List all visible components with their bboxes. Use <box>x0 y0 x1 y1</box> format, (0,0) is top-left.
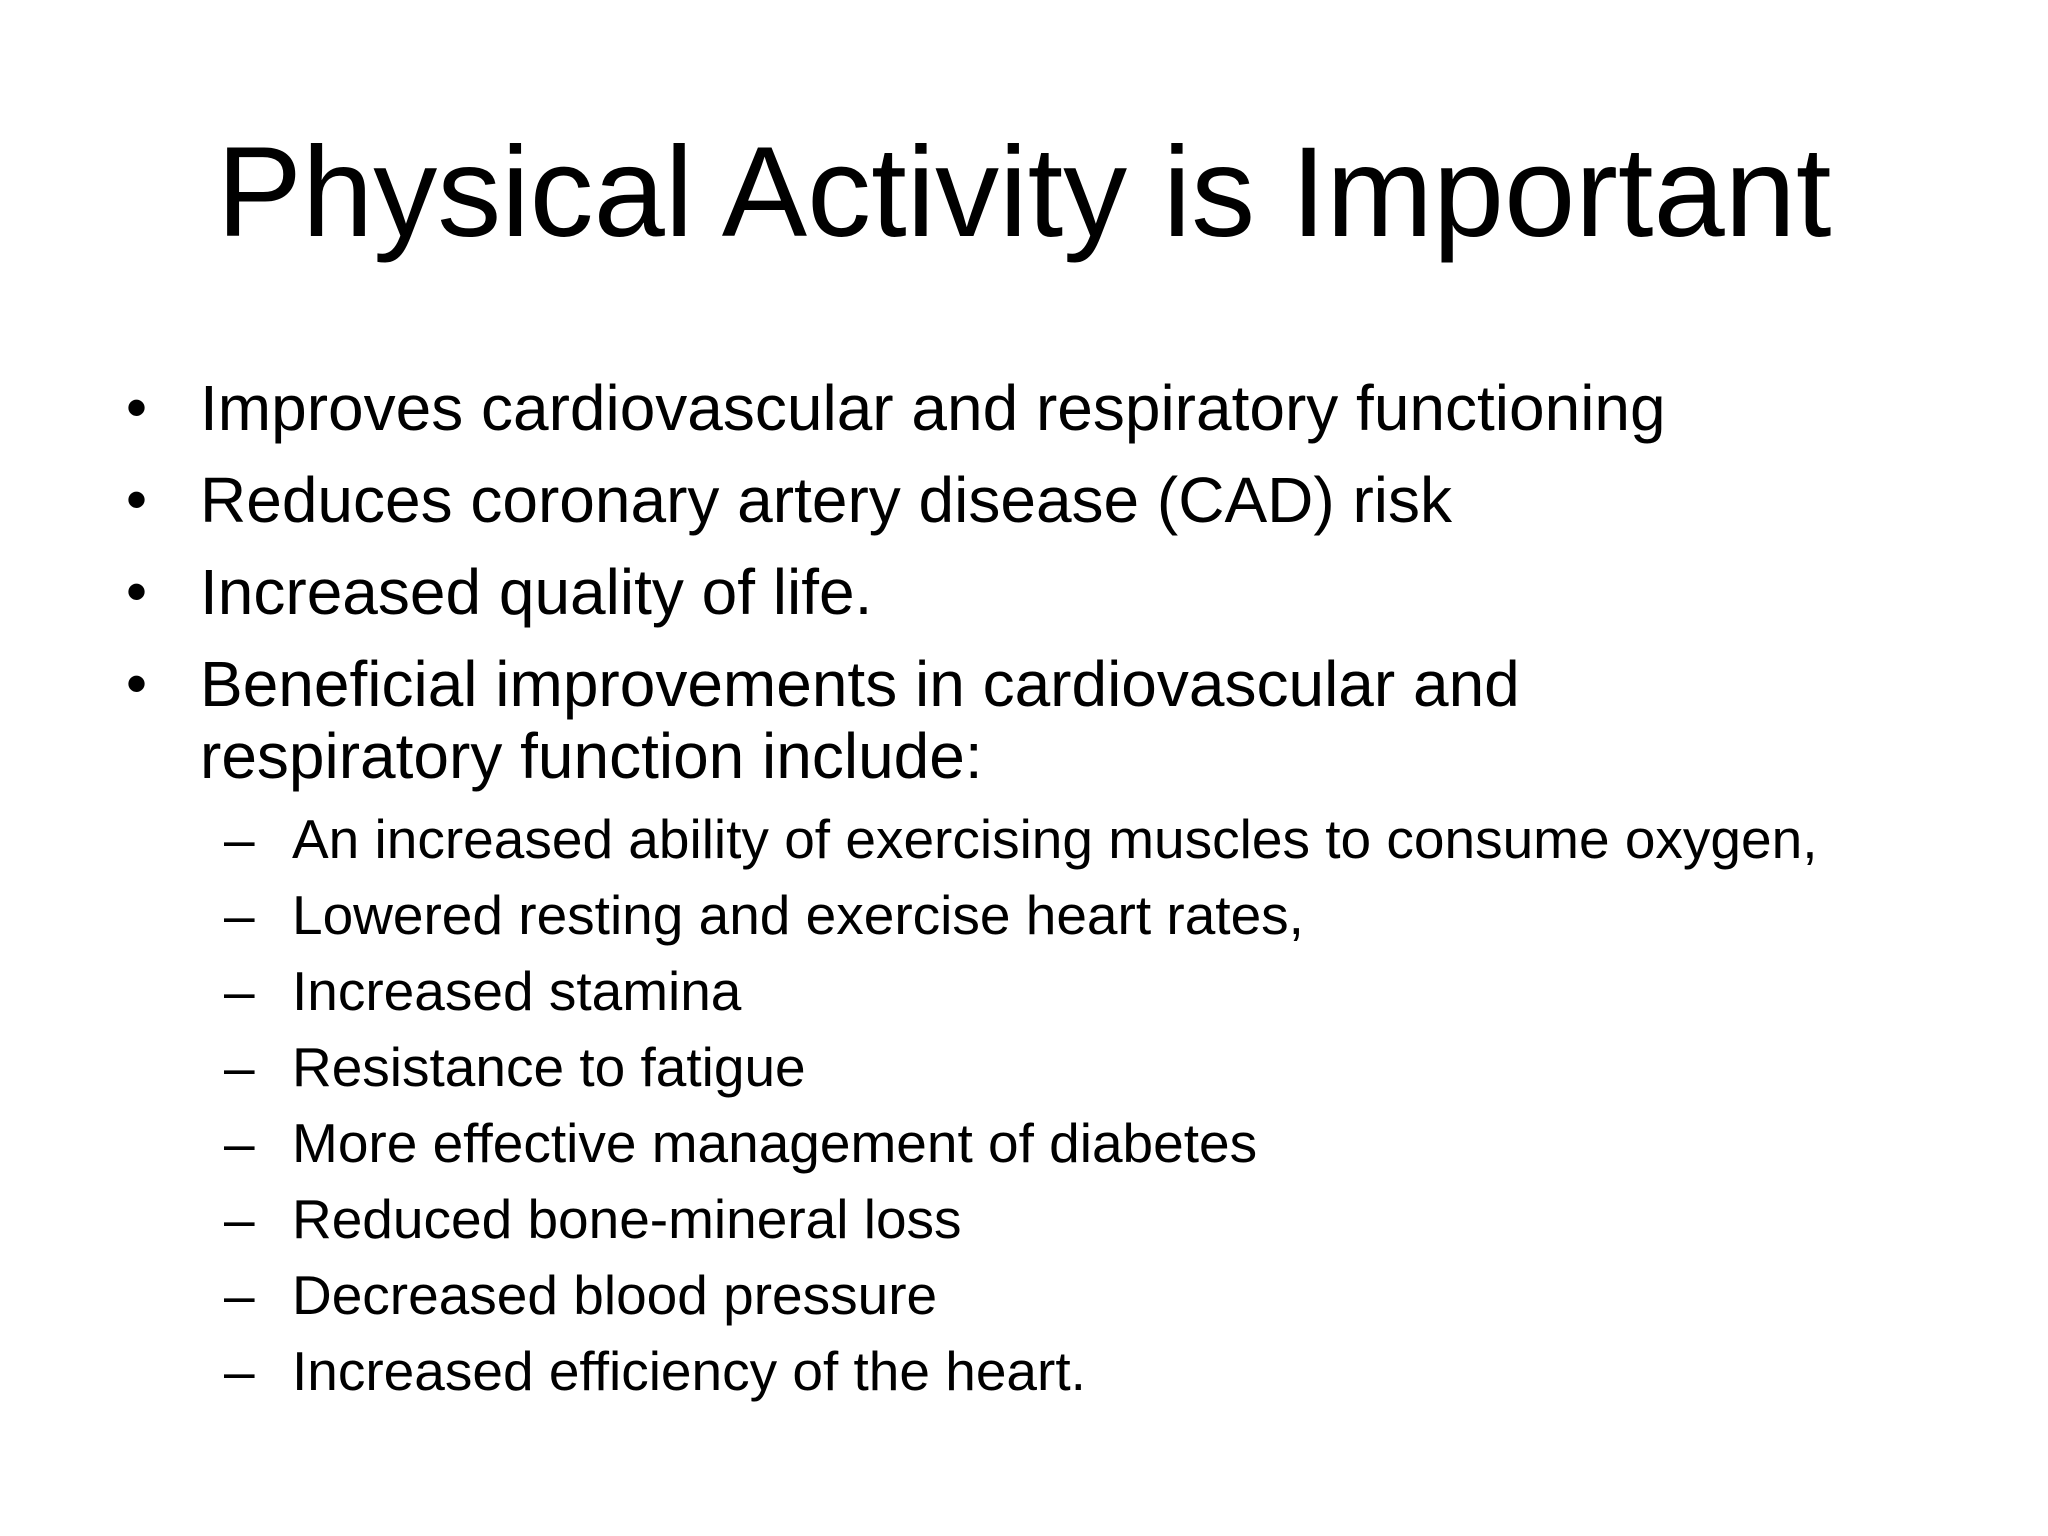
sub-bullet-marker: – <box>224 1188 255 1250</box>
sub-bullet-marker: – <box>224 1340 255 1402</box>
bullet-marker: • <box>126 466 148 533</box>
sub-bullet-text: Increased efficiency of the heart. <box>292 1340 1086 1402</box>
sub-bullet-item <box>224 1034 1932 1100</box>
sub-bullet-marker: – <box>224 808 255 870</box>
sub-bullet-item <box>224 958 1932 1024</box>
sub-bullet-marker: – <box>224 1036 255 1098</box>
sub-bullet-marker: – <box>224 1264 255 1326</box>
sub-bullet-marker: – <box>224 1112 255 1174</box>
sub-bullet-text: More effective management of diabetes <box>292 1112 1258 1174</box>
bullet-text: Reduces coronary artery disease (CAD) risk <box>200 464 1452 536</box>
sub-bullet-item <box>224 1110 1932 1176</box>
sub-bullet-item <box>224 1338 1932 1404</box>
bullet-item <box>126 556 1840 628</box>
sub-bullet-text: Reduced bone-mineral loss <box>292 1188 962 1250</box>
sub-bullet-item <box>224 1262 1932 1328</box>
sub-bullet-item <box>224 882 1932 948</box>
sub-bullet-item <box>224 806 1932 872</box>
sub-bullet-text: Increased stamina <box>292 960 742 1022</box>
bullet-text: Increased quality of life. <box>200 556 873 628</box>
bullet-text: Improves cardiovascular and respiratory functioning <box>200 372 1666 444</box>
bullet-item <box>126 648 1700 792</box>
bullet-marker: • <box>126 374 148 441</box>
sub-bullet-marker: – <box>224 960 255 1022</box>
bullet-item <box>126 372 1840 444</box>
bullet-text: Beneficial improvements in cardiovascular and respiratory function include: <box>200 648 1520 792</box>
sub-bullet-text: An increased ability of exercising muscles to consume oxygen, <box>292 808 1818 870</box>
bullet-marker: • <box>126 650 148 717</box>
sub-bullet-text: Lowered resting and exercise heart rates, <box>292 884 1304 946</box>
sub-bullet-text: Decreased blood pressure <box>292 1264 938 1326</box>
bullet-item <box>126 464 1840 536</box>
sub-bullet-marker: – <box>224 884 255 946</box>
slide-title: Physical Activity is Important <box>216 121 1832 264</box>
sub-bullet-text: Resistance to fatigue <box>292 1036 806 1098</box>
sub-bullet-item <box>224 1186 1932 1252</box>
bullet-marker: • <box>126 558 148 625</box>
